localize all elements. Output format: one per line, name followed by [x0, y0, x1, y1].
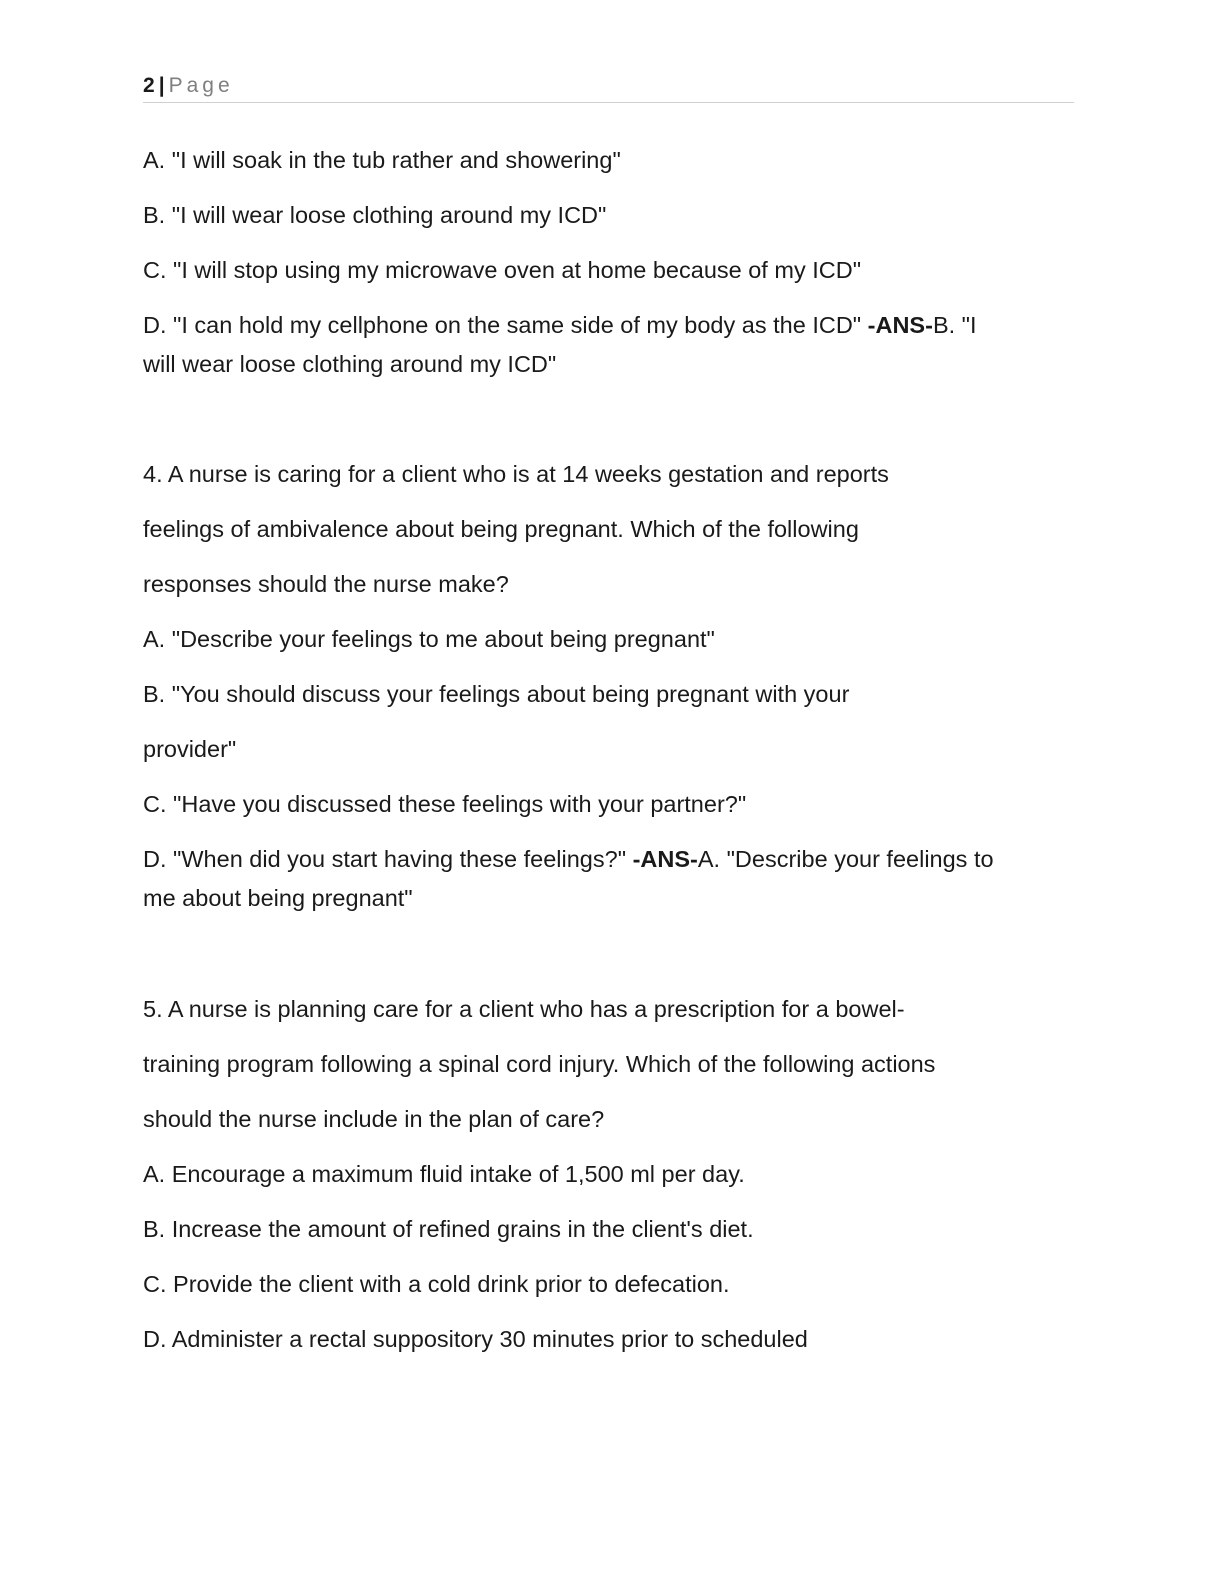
q3-option-c: C. "I will stop using my microwave oven at home because of my ICD" [143, 257, 862, 283]
header-separator: | [158, 74, 165, 97]
q5-option-b: B. Increase the amount of refined grains in the client's diet. [143, 1216, 754, 1242]
page-label: Page [168, 74, 234, 97]
q3-option-d-text: D. "I can hold my cellphone on the same side of my body as the ICD" [143, 312, 868, 338]
q4-option-d [143, 844, 994, 874]
q4-answer-continued: me about being pregnant" [143, 885, 413, 911]
q4-option-b-continued: provider" [143, 736, 237, 762]
q5-stem-line-3: should the nurse include in the plan of care? [143, 1106, 605, 1132]
q4-answer-marker: -ANS- [632, 846, 698, 872]
q5-option-d: D. Administer a rectal suppository 30 minutes prior to scheduled [143, 1326, 808, 1352]
page-header [143, 74, 1074, 103]
q3-answer-continued: will wear loose clothing around my ICD" [143, 351, 557, 377]
q4-stem-line-3: responses should the nurse make? [143, 571, 509, 597]
q3-answer-text: B. "I [932, 312, 977, 338]
q5-option-c: C. Provide the client with a cold drink prior to defecation. [143, 1271, 730, 1297]
q4-stem-line-2: feelings of ambivalence about being pregnant. Which of the following [143, 516, 859, 542]
q3-option-a: A. "I will soak in the tub rather and showering" [143, 147, 621, 173]
q3-option-d [143, 310, 977, 340]
q4-stem-line-1: 4. A nurse is caring for a client who is at 14 weeks gestation and reports [143, 461, 889, 487]
q4-option-b: B. "You should discuss your feelings about being pregnant with your [143, 681, 850, 707]
q3-option-b: B. "I will wear loose clothing around my ICD" [143, 202, 607, 228]
q3-answer-marker: -ANS- [867, 312, 933, 338]
q4-option-a: A. "Describe your feelings to me about being pregnant" [143, 626, 715, 652]
q5-stem-line-1: 5. A nurse is planning care for a client who has a prescription for a bowel- [143, 996, 905, 1022]
q5-option-a: A. Encourage a maximum fluid intake of 1,500 ml per day. [143, 1161, 745, 1187]
page-number: 2 [143, 74, 155, 97]
q4-option-c: C. "Have you discussed these feelings with your partner?" [143, 791, 747, 817]
q4-answer-text: A. "Describe your feelings to [697, 846, 994, 872]
q4-option-d-text: D. "When did you start having these feelings?" [143, 846, 633, 872]
q5-stem-line-2: training program following a spinal cord injury. Which of the following actions [143, 1051, 936, 1077]
